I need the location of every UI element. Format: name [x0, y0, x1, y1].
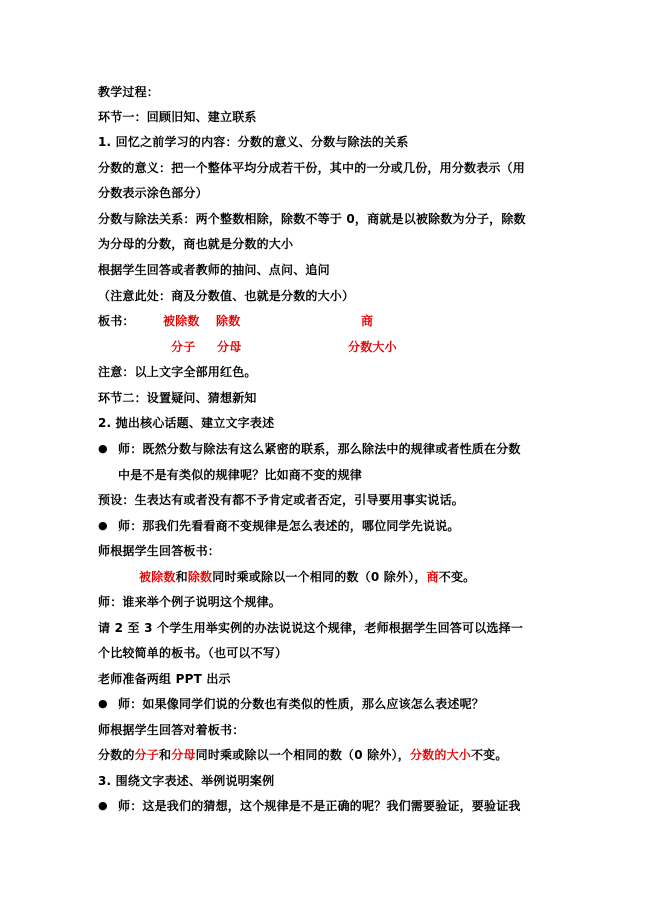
rule-2-and: 和	[159, 748, 172, 762]
meaning-line-1: 分数的意义：把一个整体平均分成若干份，其中的一分或几份，用分数表示（用	[98, 161, 526, 175]
bullet-icon: ●	[98, 442, 108, 455]
board-divisor: 除数	[216, 314, 241, 328]
item-3: 3. 围绕文字表述、举例说明案例	[98, 774, 275, 788]
example-question: 师：谁来举个例子说明这个规律。	[98, 595, 282, 609]
attention-text: （注意此处：商及分数值、也就是分数的大小）	[98, 289, 355, 303]
rule-2-denominator: 分母	[171, 748, 196, 762]
relation-line-1: 分数与除法关系：两个整数相除，除数不等于 0，商就是以被除数为分子，除数	[98, 212, 526, 226]
rule-1-quotient: 商	[426, 570, 439, 584]
board-reply: 师根据学生回答对着板书：	[98, 723, 245, 737]
bullet-2-text: 师：那我们先看看商不变规律是怎么表述的，哪位同学先说说。	[118, 519, 460, 533]
rule-1-end: 不变。	[438, 570, 476, 584]
relation-line-2: 为分母的分数，商也就是分数的大小	[98, 237, 294, 251]
rule-1	[139, 569, 475, 585]
rule-1-and: 和	[175, 570, 188, 584]
rule-1-dividend: 被除数	[139, 570, 176, 584]
board-quotient: 商	[361, 314, 374, 328]
rule-2-size: 分数的大小	[409, 748, 471, 762]
item-1: 1. 回忆之前学习的内容：分数的意义、分数与除法的关系	[98, 135, 409, 149]
bullet-4-text: 师：这是我们的猜想，这个规律是不是正确的呢？我们需要验证，要验证我	[118, 799, 521, 813]
board-denominator: 分母	[217, 340, 242, 354]
rule-1-middle: 同时乘或除以一个相同的数（0 除外），	[212, 570, 427, 584]
board-by-answer: 师根据学生回答板书：	[98, 544, 221, 558]
section-2-title: 环节二：设置疑问、猜想新知	[98, 391, 257, 405]
board-dividend: 被除数	[163, 314, 200, 328]
rule-2	[98, 747, 508, 763]
invite-line-2: 个比较简单的板书。（也可以不写）	[98, 646, 288, 660]
ppt-text: 老师准备两组 PPT 出示	[98, 672, 231, 686]
bullet-3-text: 师：如果像同学们说的分数也有类似的性质，那么应该怎么表述呢？	[118, 697, 485, 711]
section-1-title: 环节一：回顾旧知、建立联系	[98, 110, 257, 124]
heading: 教学过程：	[98, 85, 160, 99]
bullet-icon: ●	[98, 799, 108, 812]
rule-2-numerator: 分子	[134, 748, 160, 762]
board-numerator: 分子	[171, 340, 196, 354]
rule-1-divisor: 除数	[187, 570, 213, 584]
bullet-icon: ●	[98, 519, 108, 532]
bullet-1-line-2: 中是不是有类似的规律呢？比如商不变的规律	[118, 468, 363, 482]
note-text: 注意：以上文字全部用红色。	[98, 365, 257, 379]
item-2: 2. 抛出核心话题、建立文字表述	[98, 416, 275, 430]
rule-2-middle: 同时乘或除以一个相同的数（0 除外），	[195, 748, 410, 762]
preset-text: 预设：生表达有或者没有都不予肯定或者否定，引导要用事实说话。	[98, 493, 465, 507]
rule-2-start: 分数的	[98, 748, 135, 762]
invite-line-1: 请 2 至 3 个学生用举实例的办法说说这个规律，老师根据学生回答可以选择一	[98, 621, 524, 635]
bullet-1-line-1: 师：既然分数与除法有这么紧密的联系，那么除法中的规律或者性质在分数	[118, 442, 521, 456]
prompt-text: 根据学生回答或者教师的抽问、点问、追问	[98, 263, 330, 277]
meaning-line-2: 分数表示涂色部分）	[98, 186, 208, 200]
board-label: 板书：	[98, 314, 135, 328]
board-fraction-size: 分数大小	[348, 340, 397, 354]
rule-2-end: 不变。	[470, 748, 508, 762]
bullet-icon: ●	[98, 697, 108, 710]
